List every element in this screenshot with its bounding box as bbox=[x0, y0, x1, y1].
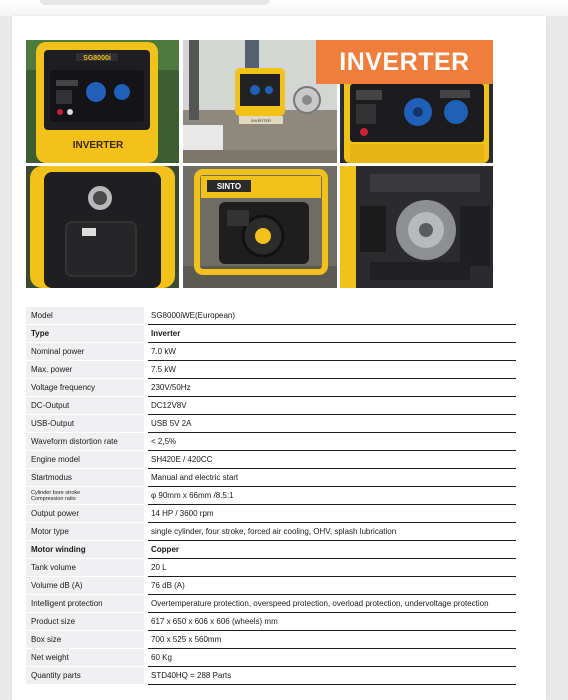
spec-value: DC12V8V bbox=[148, 397, 516, 415]
spec-value: Manual and electric start bbox=[148, 469, 516, 487]
table-row bbox=[26, 649, 516, 667]
spec-table bbox=[26, 307, 516, 685]
inverter-badge: INVERTER bbox=[316, 40, 493, 84]
spec-label: Motor winding bbox=[26, 541, 144, 559]
spec-value: 617 x 650 x 606 x 606 (wheels) mm bbox=[148, 613, 516, 631]
spec-label: Voltage frequency bbox=[26, 379, 144, 397]
spec-label-line: Cylinder bore stroke bbox=[31, 489, 81, 496]
spec-label: Box size bbox=[26, 631, 144, 649]
spec-label: Quantity parts bbox=[26, 667, 144, 685]
spec-label: Volume dB (A) bbox=[26, 577, 144, 595]
spec-label-line: Compression ratio bbox=[31, 495, 76, 502]
table-row bbox=[26, 397, 516, 415]
spec-label: Max. power bbox=[26, 361, 144, 379]
photo-engine-closeup bbox=[340, 166, 493, 288]
table-row bbox=[26, 595, 516, 613]
generator-front-illustration bbox=[26, 40, 179, 163]
spec-label: Model bbox=[26, 307, 144, 325]
table-row bbox=[26, 559, 516, 577]
table-row bbox=[26, 523, 516, 541]
front-brand-text: SG8000i bbox=[83, 55, 111, 62]
site-inverter-text: INVERTER bbox=[250, 118, 272, 123]
table-row bbox=[26, 379, 516, 397]
table-row bbox=[26, 613, 516, 631]
side-brand-text: SINTO bbox=[216, 182, 242, 191]
spec-value: USB 5V 2A bbox=[148, 415, 516, 433]
spec-value: Copper bbox=[148, 541, 516, 559]
top-shadow bbox=[40, 0, 270, 5]
spec-label bbox=[26, 487, 144, 505]
spec-label: Net weight bbox=[26, 649, 144, 667]
table-row bbox=[26, 577, 516, 595]
engine-side-illustration bbox=[183, 166, 337, 288]
spec-label: DC-Output bbox=[26, 397, 144, 415]
table-row bbox=[26, 343, 516, 361]
spec-value: φ 90mm x 66mm /8.5:1 bbox=[148, 487, 516, 505]
spec-label: Output power bbox=[26, 505, 144, 523]
spec-value: 7.0 kW bbox=[148, 343, 516, 361]
photo-generator-site bbox=[183, 40, 337, 163]
top-bar bbox=[0, 0, 568, 16]
spec-label: Product size bbox=[26, 613, 144, 631]
table-row bbox=[26, 415, 516, 433]
generator-site-illustration bbox=[183, 40, 337, 163]
spec-value: < 2,5% bbox=[148, 433, 516, 451]
table-row bbox=[26, 487, 516, 505]
table-row bbox=[26, 505, 516, 523]
table-row bbox=[26, 361, 516, 379]
table-row bbox=[26, 451, 516, 469]
table-row bbox=[26, 325, 516, 343]
photo-generator-front bbox=[26, 40, 179, 163]
photo-generator-top bbox=[26, 166, 179, 288]
spec-value: Overtemperature protection, overspeed protection, overload protection, undervoltage protection bbox=[148, 595, 516, 613]
spec-value: 230V/50Hz bbox=[148, 379, 516, 397]
table-row bbox=[26, 541, 516, 559]
spec-value: SG8000iWE(European) bbox=[148, 307, 516, 325]
spec-label: Type bbox=[26, 325, 144, 343]
photo-grid bbox=[26, 40, 493, 288]
engine-closeup-illustration bbox=[340, 166, 493, 288]
table-row bbox=[26, 469, 516, 487]
photo-engine-side bbox=[183, 166, 337, 288]
spec-value: 60 Kg bbox=[148, 649, 516, 667]
front-inverter-text: INVERTER bbox=[72, 140, 124, 151]
generator-top-illustration bbox=[26, 166, 179, 288]
table-row bbox=[26, 631, 516, 649]
spec-label: Engine model bbox=[26, 451, 144, 469]
table-row bbox=[26, 307, 516, 325]
spec-value: single cylinder, four stroke, forced air cooling, OHV, splash lubrication bbox=[148, 523, 516, 541]
spec-label: Nominal power bbox=[26, 343, 144, 361]
spec-label: USB-Output bbox=[26, 415, 144, 433]
spec-value: 76 dB (A) bbox=[148, 577, 516, 595]
spec-value: 14 HP / 3600 rpm bbox=[148, 505, 516, 523]
spec-value: 20 L bbox=[148, 559, 516, 577]
table-row bbox=[26, 667, 516, 685]
spec-label: Startmodus bbox=[26, 469, 144, 487]
spec-value: Inverter bbox=[148, 325, 516, 343]
table-row bbox=[26, 433, 516, 451]
spec-value: STD40HQ = 288 Parts bbox=[148, 667, 516, 685]
spec-value: SH420E / 420CC bbox=[148, 451, 516, 469]
spec-label: Intelligent protection bbox=[26, 595, 144, 613]
spec-label: Tank volume bbox=[26, 559, 144, 577]
spec-label: Motor type bbox=[26, 523, 144, 541]
spec-value: 700 x 525 x 560mm bbox=[148, 631, 516, 649]
spec-label: Waveform distortion rate bbox=[26, 433, 144, 451]
spec-value: 7.5 kW bbox=[148, 361, 516, 379]
